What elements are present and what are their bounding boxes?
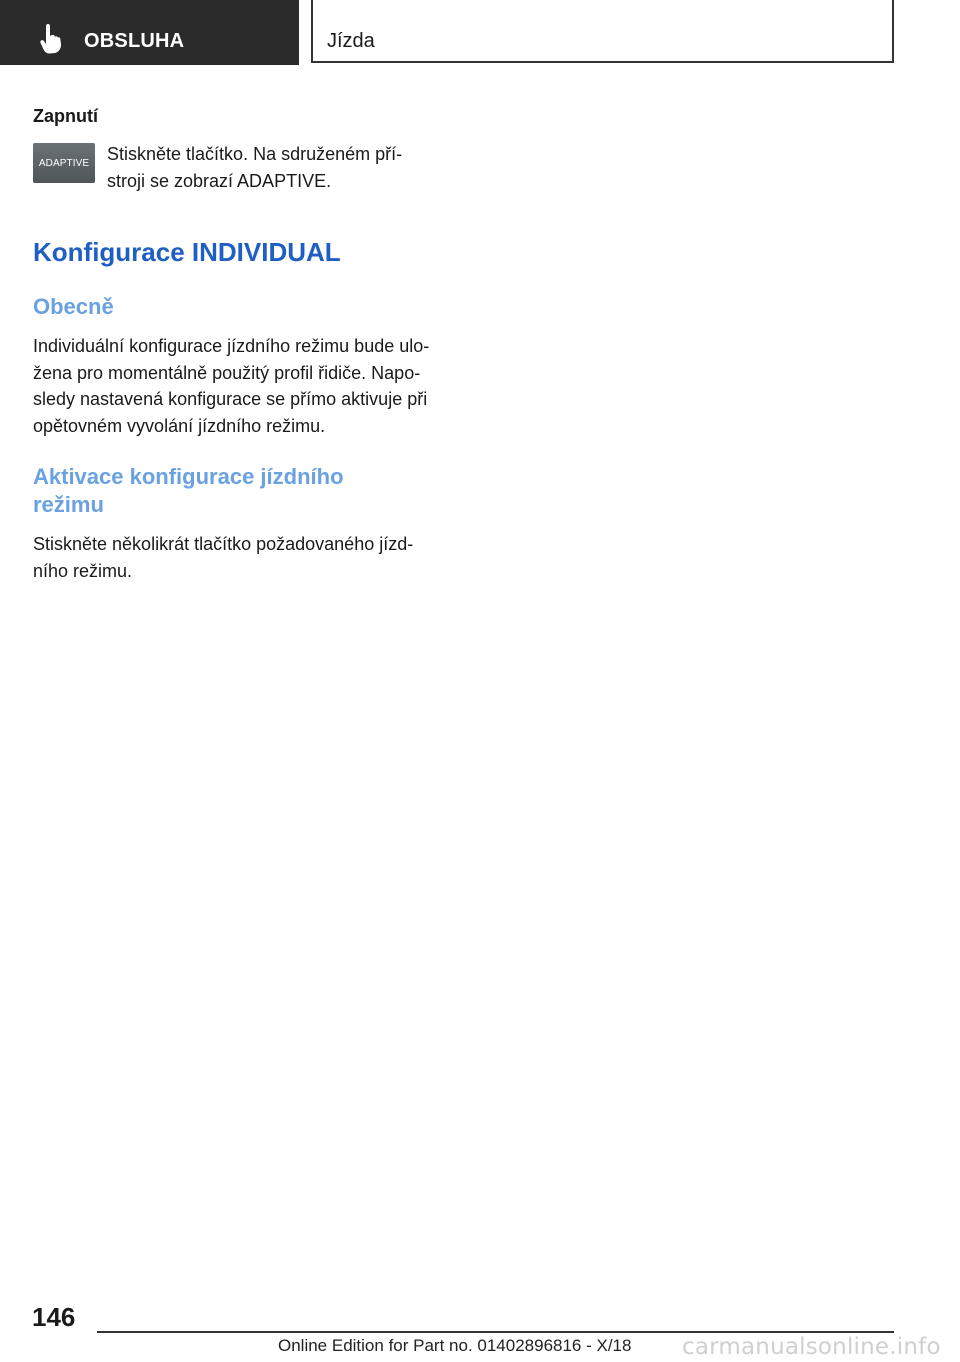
chapter-header xyxy=(311,0,894,63)
zapnuti-text xyxy=(107,141,447,195)
footer-divider xyxy=(97,1331,894,1333)
page-number: 146 xyxy=(32,1302,76,1332)
section-header xyxy=(0,0,299,65)
adaptive-button-image: ADAPTIVE xyxy=(33,143,95,183)
heading-individual: Konfigurace INDIVIDUAL xyxy=(33,237,341,267)
footer-edition: Online Edition for Part no. 01402896816 - X/18 xyxy=(278,1336,632,1355)
watermark: carmanualsonline.info xyxy=(682,1334,941,1360)
zapnuti-text-content: Stiskněte tlačítko. Na sdruženém pří- stroji se zobrazí ADAPTIVE. xyxy=(107,144,403,191)
heading-obecne: Obecně xyxy=(33,294,114,319)
hand-pointer-icon xyxy=(38,24,64,54)
zapnuti-row xyxy=(33,141,448,193)
heading-aktivace: Aktivace konfigurace jízdního režimu xyxy=(33,464,344,517)
zapnuti-label: Zapnutí xyxy=(33,106,98,126)
section-title: OBSLUHA xyxy=(84,30,185,52)
main-content xyxy=(33,106,448,584)
aktivace-paragraph: Stiskněte několikrát tlačítko požadovaného jízd- ního režimu. xyxy=(33,534,414,581)
obecne-paragraph: Individuální konfigurace jízdního režimu bude ulo- žena pro momentálně použitý profil řidiče. Napo- sledy nastavená konfigurace se přímo aktivuje při opětovném vyvolání jízdního režimu. xyxy=(33,336,430,436)
chapter-title: Jízda xyxy=(327,30,375,52)
